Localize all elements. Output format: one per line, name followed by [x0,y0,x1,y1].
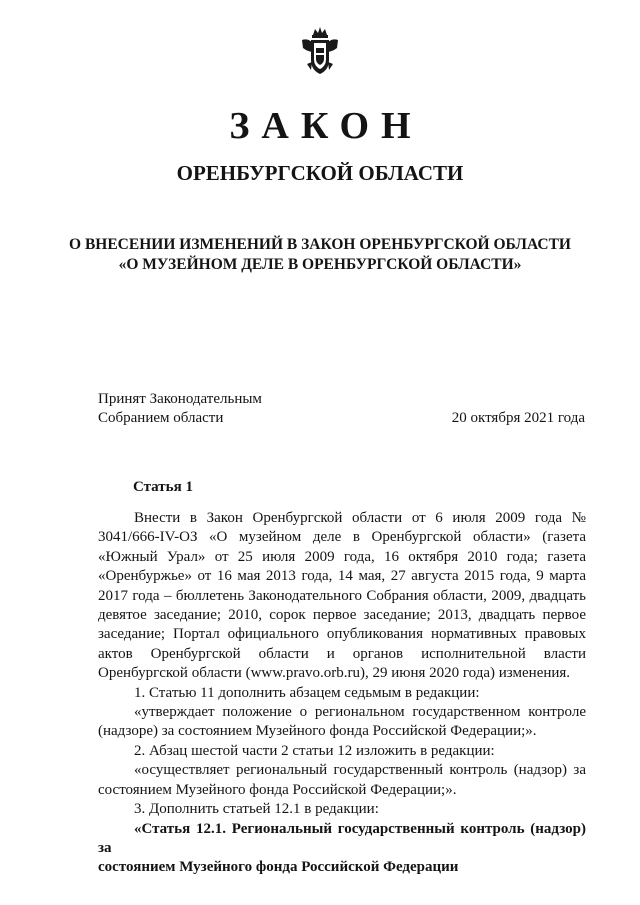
amendment-item-3: 3. Дополнить статьей 12.1 в редакции: [134,801,379,818]
law-subject-line-2: «О МУЗЕЙНОМ ДЕЛЕ В ОРЕНБУРГСКОЙ ОБЛАСТИ» [118,256,522,273]
article-1-body [98,509,586,878]
amendment-item-2-text: «осуществляет региональный государственный контроль (надзор) за состоянием Музейного фонда Российской Федерации;». [98,762,586,798]
amendment-item-1-text: «утверждает положение о региональном государственном контроле (надзоре) за состоянием Музейного фонда Российской Федерации;». [98,704,586,740]
adoption-line-1: Принят Законодательным [98,391,262,407]
article-1-intro: Внести в Закон Оренбургской области от 6 июля 2009 года № 3041/666-IV-ОЗ «О музейном деле в Оренбургской области» (газета «Южный Урал» от 25 июля 2009 года, 16 октября 2010 года; газета «Оренбуржье» от 16 мая 2013 года, 14 мая, 27 августа 2015 года, 9 марта 2017 года – бюллетень Законодательного Собрания области, 2009, двадцать девятое заседание; 2010, сорок первое заседание; 2013, двадцать первое заседание; Портал официального опубликования нормативных правовых актов Оренбургской области и органов исполнительной власти Оренбургской области (www.pravo.orb.ru), 29 июня 2020 года) изменения. [98,510,586,682]
coat-of-arms-icon [299,26,341,76]
law-title: ЗАКОН [229,105,423,147]
adoption-date: 20 октября 2021 года [451,410,585,426]
adoption-body [98,390,262,428]
article-1-heading: Статья 1 [133,479,193,495]
law-subject [0,235,640,275]
region-title: ОРЕНБУРГСКОЙ ОБЛАСТИ [176,161,464,185]
amendment-item-2: 2. Абзац шестой части 2 статьи 12 изложить в редакции: [134,742,495,759]
article-12-1-heading-line-1: «Статья 12.1. Региональный государственный контроль (надзор) за [98,820,586,856]
amendment-item-1: 1. Статью 11 дополнить абзацем седьмым в редакции: [134,684,480,701]
article-12-1-heading-line-2: состоянием Музейного фонда Российской Федерации [98,859,459,876]
law-subject-line-1: О ВНЕСЕНИИ ИЗМЕНЕНИЙ В ЗАКОН ОРЕНБУРГСКОЙ ОБЛАСТИ [69,236,571,253]
adoption-line-2: Собранием области [98,410,224,426]
